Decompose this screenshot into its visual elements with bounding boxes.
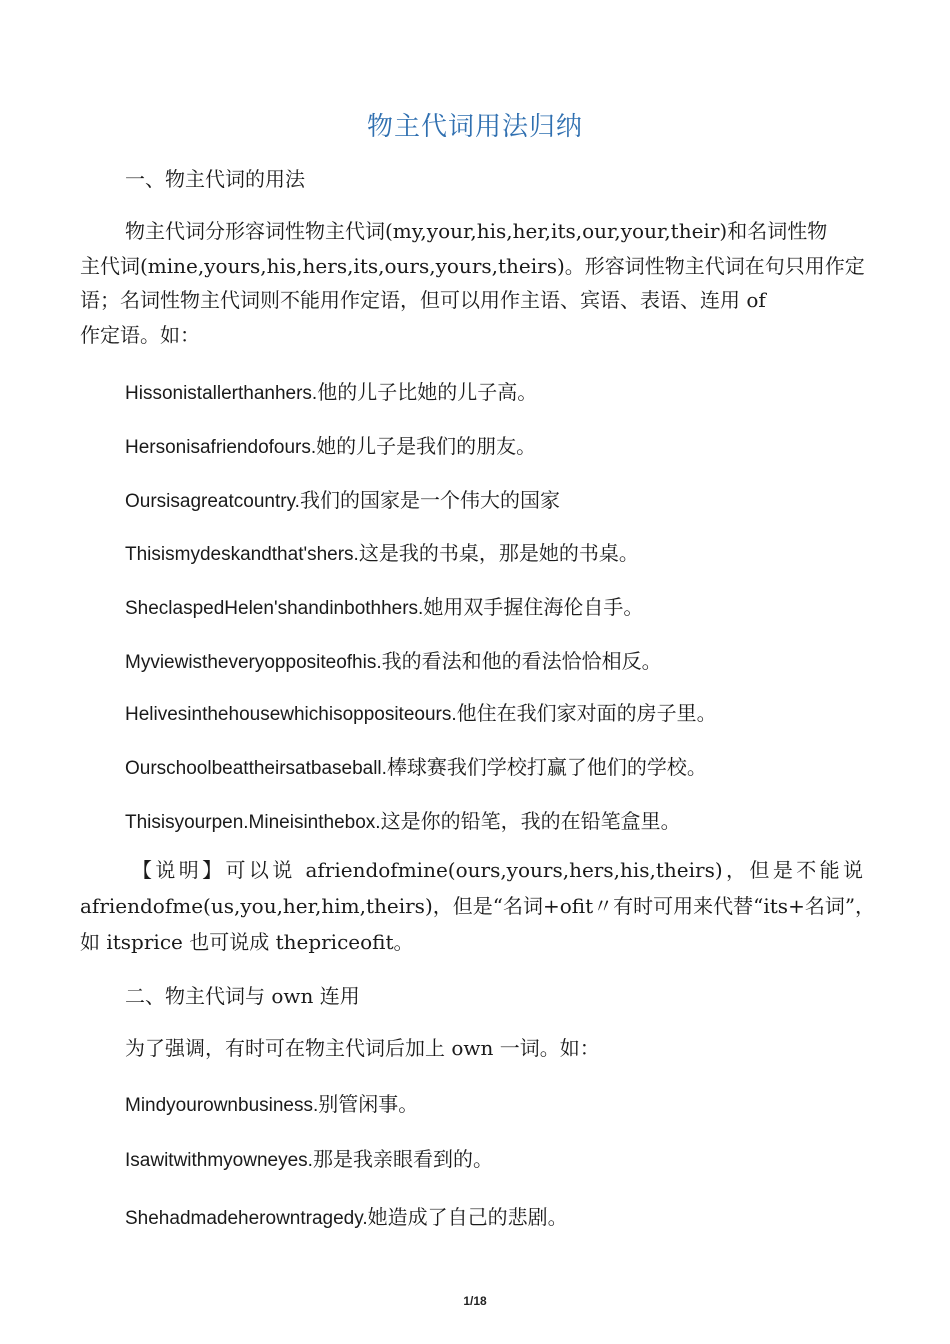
example-english: Shehadmadeherowntragedy. — [125, 1208, 368, 1229]
example-english: SheclaspedHelen'shandinbothhers. — [125, 598, 424, 619]
example-english: Oursisagreatcountry. — [125, 491, 300, 512]
example-sentence — [125, 1143, 493, 1172]
example-sentence — [125, 645, 662, 674]
example-sentence — [125, 430, 536, 459]
example-sentence — [125, 484, 560, 513]
example-chinese: 她用双手握住海伦自手。 — [423, 595, 644, 619]
intro-paragraph — [80, 214, 863, 352]
example-chinese: 棒球赛我们学校打赢了他们的学校。 — [386, 755, 707, 779]
example-sentence — [125, 537, 639, 566]
example-english: Thisismydeskandthat'shers. — [125, 544, 359, 565]
note-line: 【说明】可以说 afriendofmine(ours,yours,hers,his,theirs)，但是不能说 — [132, 858, 863, 882]
example-english: Thisisyourpen.Mineisinthebox. — [125, 812, 381, 833]
note-paragraph — [80, 852, 876, 960]
example-chinese: 我们的国家是一个伟大的国家 — [299, 488, 560, 512]
example-chinese: 她造成了自己的悲剧。 — [367, 1205, 568, 1229]
example-chinese: 那是我亲眼看到的。 — [312, 1147, 493, 1171]
example-english: Mindyourownbusiness. — [125, 1095, 319, 1116]
section-heading-usage: 一、物主代词的用法 — [125, 167, 305, 191]
example-english: Ourschoolbeattheirsatbaseball. — [125, 758, 387, 779]
example-english: Hersonisafriendofours. — [125, 437, 317, 458]
example-sentence — [125, 376, 537, 405]
section-heading-own: 二、物主代词与 own 连用 — [125, 984, 360, 1008]
example-sentence — [125, 805, 681, 834]
example-english: Myviewistheveryoppositeofhis. — [125, 652, 382, 673]
example-chinese: 我的看法和他的看法恰恰相反。 — [381, 649, 662, 673]
example-sentence — [125, 591, 643, 620]
example-sentence — [125, 751, 707, 780]
example-english: Hissonistallerthanhers. — [125, 383, 318, 404]
page-number: 1/18 — [463, 1294, 487, 1308]
intro-line: 语；名词性物主代词则不能用作定语，但可以用作主语、宾语、表语、连用 of — [80, 288, 766, 312]
intro-line: 物主代词分形容词性物主代词(my,your,his,her,its,our,your,their)和名词性物 — [125, 219, 828, 243]
note-line: afriendofme(us,you,her,him,theirs)，但是“名词+ofit〃有时可用来代替“its+名词”， — [80, 894, 876, 918]
note-line: 如 itsprice 也可说成 thepriceofit。 — [80, 930, 414, 954]
example-chinese: 他的儿子比她的儿子高。 — [317, 380, 538, 404]
intro-line: 主代词(mine,yours,his,hers,its,ours,yours,theirs)。形容词性物主代词在句只用作定 — [80, 253, 865, 278]
example-chinese: 这是我的书桌，那是她的书桌。 — [358, 541, 639, 565]
document-title: 物主代词用法归纳 — [366, 112, 583, 142]
section2-intro: 为了强调，有时可在物主代词后加上 own 一词。如： — [125, 1036, 600, 1060]
example-sentence — [125, 1201, 568, 1230]
example-sentence — [125, 697, 717, 726]
example-english: Helivesinthehousewhichisoppositeours. — [125, 704, 457, 725]
example-sentence — [125, 1088, 418, 1117]
example-english: Isawitwithmyowneyes. — [125, 1150, 313, 1171]
example-chinese: 她的儿子是我们的朋友。 — [316, 434, 537, 458]
example-chinese: 别管闲事。 — [318, 1092, 419, 1116]
example-chinese: 他住在我们家对面的房子里。 — [456, 701, 717, 725]
example-chinese: 这是你的铅笔，我的在铅笔盒里。 — [380, 809, 681, 833]
intro-line: 作定语。如： — [80, 322, 200, 347]
